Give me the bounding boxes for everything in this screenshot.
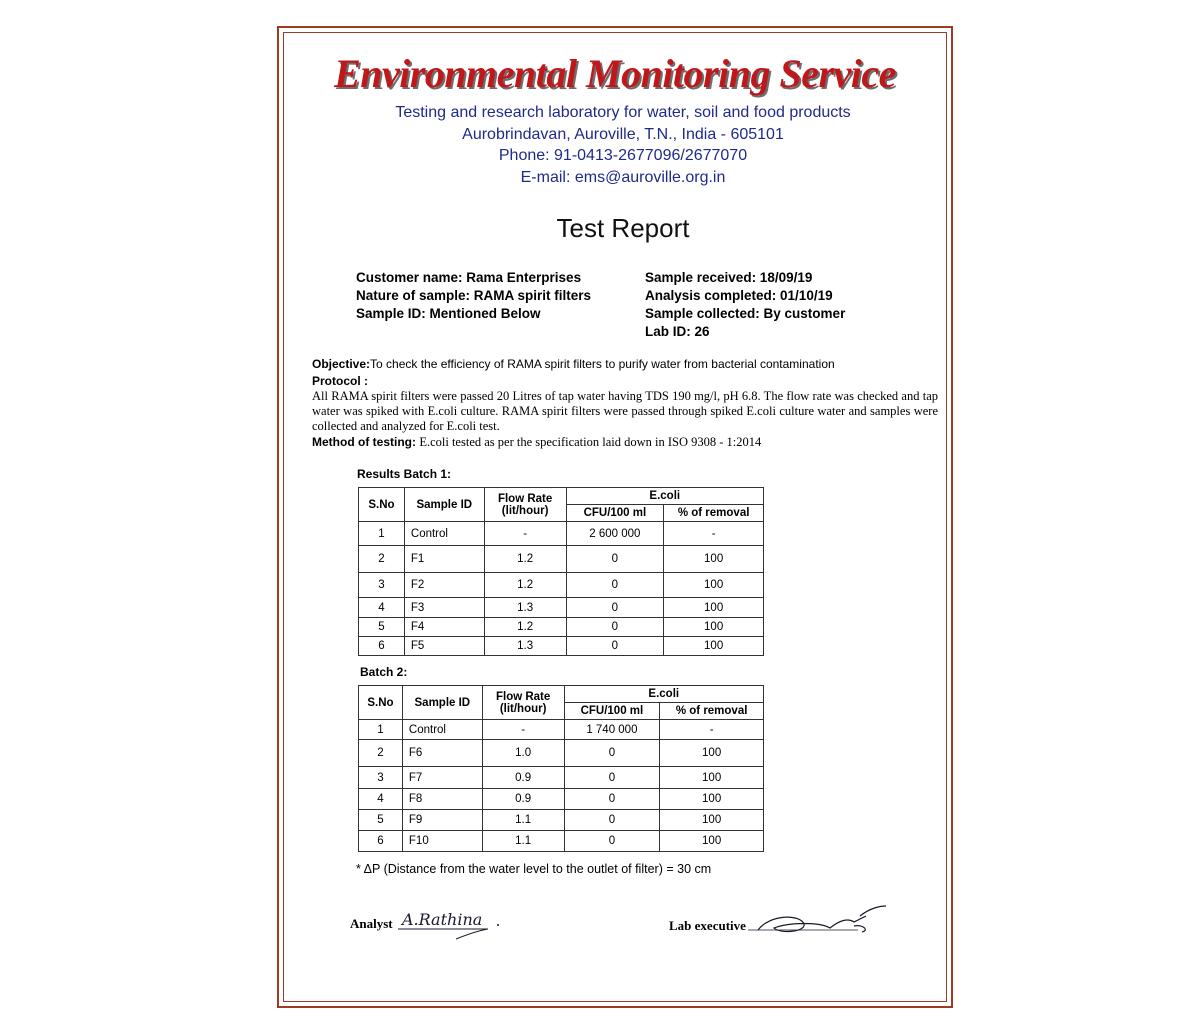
table-header-row <box>359 686 764 703</box>
batch1-label: Results Batch 1: <box>357 467 452 481</box>
sample-id: Sample ID: Mentioned Below <box>356 306 541 321</box>
cell-cfu: 0 <box>566 618 664 637</box>
cell-flow-rate: 1.3 <box>484 598 566 618</box>
cell-removal: 100 <box>660 767 764 789</box>
cell-cfu: 0 <box>564 789 660 810</box>
cell-sample-id: F3 <box>404 598 484 618</box>
header-sample-id: Sample ID <box>404 488 484 522</box>
table-row <box>359 598 764 618</box>
cell-sample-id: F7 <box>402 767 482 789</box>
cell-sno: 1 <box>359 720 403 740</box>
cell-sample-id: F9 <box>402 810 482 831</box>
cell-flow-rate: 1.0 <box>482 740 564 767</box>
cell-flow-rate: 1.1 <box>482 831 564 852</box>
header-cfu: CFU/100 ml <box>564 703 660 720</box>
cell-sno: 5 <box>359 618 405 637</box>
table-row <box>359 740 764 767</box>
header-flow-unit: (lit/hour) <box>501 504 549 517</box>
analyst-signature <box>396 905 506 945</box>
cell-removal: 100 <box>660 810 764 831</box>
table-row <box>359 789 764 810</box>
cell-removal: 100 <box>660 740 764 767</box>
header-removal: % of removal <box>664 505 764 522</box>
cell-cfu: 1 740 000 <box>564 720 660 740</box>
cell-sample-id: F4 <box>404 618 484 637</box>
method-label: Method of testing: <box>312 435 416 449</box>
cell-sno: 6 <box>359 831 403 852</box>
header-flow-rate-label: Flow Rate <box>495 690 551 703</box>
cell-sno: 2 <box>359 740 403 767</box>
cell-flow-rate: 1.2 <box>484 618 566 637</box>
batch1-table <box>358 487 764 656</box>
report-title: Test Report <box>556 213 690 243</box>
protocol-label: Protocol : <box>312 374 368 388</box>
batch2-table <box>358 685 764 852</box>
cell-sample-id: F8 <box>402 789 482 810</box>
batch2-label: Batch 2: <box>360 665 408 679</box>
analyst-signature-dot <box>497 924 499 926</box>
analyst-signature-flourish <box>456 929 488 939</box>
lab-executive-signature <box>730 900 890 940</box>
table-row <box>359 573 764 598</box>
cell-sno: 6 <box>359 637 405 656</box>
cell-sno: 2 <box>359 546 405 573</box>
lab-executive-label: Lab executive <box>669 918 746 933</box>
cell-cfu: 0 <box>566 598 664 618</box>
sample-nature: Nature of sample: RAMA spirit filters <box>356 288 592 303</box>
header-cfu: CFU/100 ml <box>566 505 664 522</box>
table-row <box>359 637 764 656</box>
header-sno: S.No <box>359 488 405 522</box>
table-row <box>359 522 764 546</box>
cell-flow-rate: - <box>482 720 564 740</box>
cell-flow-rate: - <box>484 522 566 546</box>
objective-section <box>312 357 938 371</box>
table-row <box>359 810 764 831</box>
objective-label: Objective: <box>312 357 371 371</box>
footnote: * ΔP (Distance from the water level to the outlet of filter) = 30 cm <box>356 862 712 876</box>
cell-sno: 3 <box>359 767 403 789</box>
customer-name: Customer name: Rama Enterprises <box>356 270 582 285</box>
header-removal: % of removal <box>660 703 764 720</box>
sample-received: Sample received: 18/09/19 <box>645 270 813 285</box>
cell-flow-rate: 1.2 <box>484 573 566 598</box>
sample-meta <box>645 269 845 341</box>
cell-removal: - <box>660 720 764 740</box>
cell-flow-rate: 1.3 <box>484 637 566 656</box>
sample-collected: Sample collected: By customer <box>645 306 846 321</box>
cell-removal: - <box>664 522 764 546</box>
cell-flow-rate: 0.9 <box>482 789 564 810</box>
table-header-row <box>359 488 764 505</box>
cell-removal: 100 <box>664 598 764 618</box>
cell-sample-id: F5 <box>404 637 484 656</box>
header-ecoli: E.coli <box>564 686 763 703</box>
cell-cfu: 0 <box>566 546 664 573</box>
cell-sample-id: F6 <box>402 740 482 767</box>
cell-sample-id: Control <box>404 522 484 546</box>
table-row <box>359 767 764 789</box>
cell-sample-id: F1 <box>404 546 484 573</box>
objective-text: To check the efficiency of RAMA spirit filters to purify water from bacterial contamination <box>370 357 835 371</box>
table-row <box>359 546 764 573</box>
lab-id: Lab ID: 26 <box>645 324 710 339</box>
cell-removal: 100 <box>660 831 764 852</box>
table-row <box>359 618 764 637</box>
cell-removal: 100 <box>664 637 764 656</box>
protocol-text: All RAMA spirit filters were passed 20 Litres of tap water having TDS 190 mg/l, pH 6.8. The flow rate was checked and tap water was spiked with E.coli culture. RAMA spirit filters were passed through spiked E.coli culture water and samples were collected and analyzed for E.coli test. <box>312 389 938 433</box>
cell-removal: 100 <box>660 789 764 810</box>
table-row <box>359 831 764 852</box>
cell-sno: 1 <box>359 522 405 546</box>
cell-removal: 100 <box>664 618 764 637</box>
cell-sno: 3 <box>359 573 405 598</box>
cell-sample-id: F10 <box>402 831 482 852</box>
header-sno: S.No <box>359 686 403 720</box>
table-row <box>359 720 764 740</box>
header-flow-unit: (lit/hour) <box>499 702 547 715</box>
header-sample-id: Sample ID <box>402 686 482 720</box>
header-flow-rate <box>484 488 566 522</box>
lab-phone: Phone: 91-0413-2677096/2677070 <box>498 147 748 164</box>
cell-cfu: 0 <box>564 810 660 831</box>
cell-sno: 4 <box>359 598 405 618</box>
cell-cfu: 0 <box>564 740 660 767</box>
cell-sample-id: Control <box>402 720 482 740</box>
lab-address: Aurobrindavan, Auroville, T.N., India - 605101 <box>462 125 784 143</box>
lab-executive-signature-stroke <box>758 906 886 932</box>
cell-removal: 100 <box>664 546 764 573</box>
lab-description: Testing and research laboratory for water, soil and food products <box>395 104 851 121</box>
analyst-signature-text: A.Rathina <box>402 910 483 929</box>
analysis-completed: Analysis completed: 01/10/19 <box>645 288 833 303</box>
cell-removal: 100 <box>664 573 764 598</box>
header-flow-rate-label: Flow Rate <box>497 492 553 505</box>
header-flow-rate <box>482 686 564 720</box>
analyst-label: Analyst <box>350 916 393 931</box>
lab-email: E-mail: ems@auroville.org.in <box>520 168 726 186</box>
cell-cfu: 2 600 000 <box>566 522 664 546</box>
lab-name-heading: Environmental Monitoring Service <box>334 51 896 96</box>
cell-cfu: 0 <box>564 831 660 852</box>
customer-meta <box>356 269 591 323</box>
header-ecoli: E.coli <box>566 488 763 505</box>
cell-sno: 4 <box>359 789 403 810</box>
cell-cfu: 0 <box>566 637 664 656</box>
cell-flow-rate: 1.2 <box>484 546 566 573</box>
cell-cfu: 0 <box>564 767 660 789</box>
cell-sample-id: F2 <box>404 573 484 598</box>
cell-cfu: 0 <box>566 573 664 598</box>
cell-sno: 5 <box>359 810 403 831</box>
cell-flow-rate: 1.1 <box>482 810 564 831</box>
method-section <box>312 435 938 450</box>
cell-flow-rate: 0.9 <box>482 767 564 789</box>
method-text: E.coli tested as per the specification laid down in ISO 9308 - 1:2014 <box>419 435 762 449</box>
lab-contact-block <box>283 102 963 188</box>
